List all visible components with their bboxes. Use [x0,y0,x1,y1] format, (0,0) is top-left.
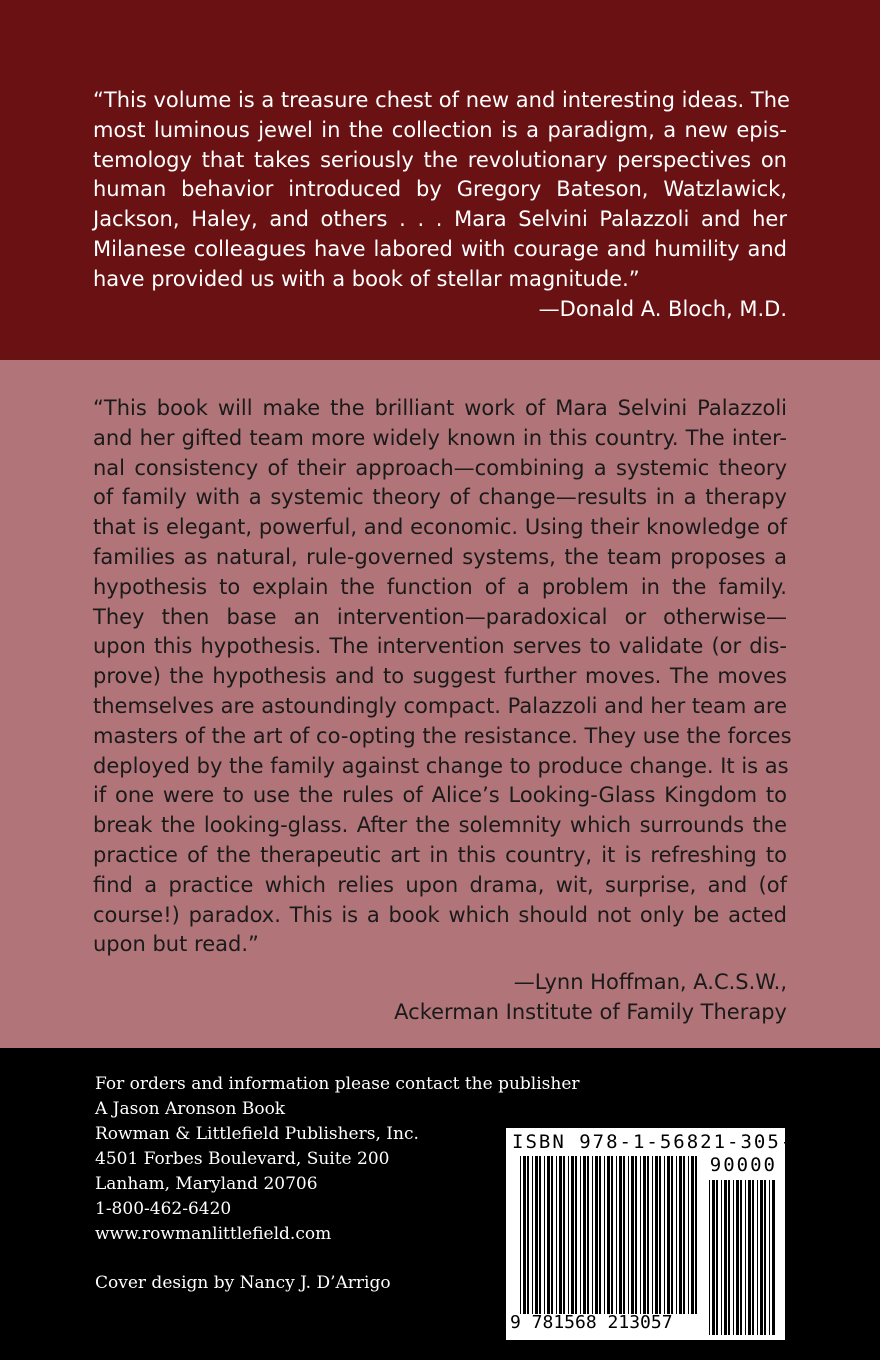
addon-bars [709,1180,777,1335]
barcode-bar [587,1156,589,1314]
quote-line: of family with a systemic theory of change—results in a therapy [93,485,787,510]
barcode-bar [604,1156,605,1314]
barcode-bar [752,1180,754,1335]
barcode-bar [659,1156,661,1314]
barcode-bar [640,1156,641,1314]
barcode-bar [643,1156,646,1314]
bloch-attribution: —Donald A. Bloch, M.D. [538,296,787,321]
publisher-website: www.rowmanlittlefield.com [95,1224,332,1244]
barcode-bar [740,1180,742,1335]
quote-line: find a practice which relies upon drama, wit, surprise, and (of [93,872,787,897]
quote-line: hypothesis to explain the function of a problem in the family. [93,574,787,599]
barcode-bar [748,1180,751,1335]
barcode-bar [595,1156,598,1314]
quote-line: themselves are astoundingly compact. Palazzoli and her team are [93,693,788,718]
quote-line: practice of the therapeutic art in this country, it is refreshing to [93,842,787,867]
publisher-phone: 1-800-462-6420 [95,1199,232,1219]
quote-line: families as natural, rule-governed systems, the team proposes a [93,544,787,569]
barcode-bar [671,1156,673,1314]
barcode-bar [772,1180,775,1335]
barcode-bar [724,1180,727,1335]
quote-line: if one were to use the rules of Alice’s Looking-Glass Kingdom to [93,783,787,808]
barcode-bar [652,1156,653,1314]
barcode-bar [664,1156,665,1314]
quote-line: “This volume is a treasure chest of new and interesting ideas. The [93,88,790,112]
barcode-bar [559,1156,562,1314]
barcode-bar [728,1180,730,1335]
quote-line: deployed by the family against change to produce change. It is as [93,753,789,778]
barcode-bar [683,1156,685,1314]
barcode-bar [631,1156,634,1314]
publisher-contact-line: For orders and information please contact the publisher [95,1074,580,1094]
middle-quote-panel [0,360,880,1048]
barcode-bar [539,1156,541,1314]
barcode-bar [757,1180,758,1335]
barcode-bar [628,1156,629,1314]
barcode-bar [745,1180,746,1335]
quote-line: masters of the art of co-opting the resistance. They use the forces [93,723,792,748]
barcode-bar [535,1156,538,1314]
ean-bars [520,1156,699,1314]
barcode-bar [647,1156,649,1314]
quote-line: break the looking-glass. After the solemnity which surrounds the [93,813,787,838]
quote-line: most luminous jewel in the collection is a paradigm, a new epis- [93,117,787,142]
barcode-bar [712,1180,715,1335]
quote-line: human behavior introduced by Gregory Bateson, Watzlawick, [93,177,787,202]
barcode-bar [616,1156,617,1314]
quote-line: upon this hypothesis. The intervention serves to validate (or dis- [93,634,787,659]
publisher-street: 4501 Forbes Boulevard, Suite 200 [95,1149,390,1169]
barcode-bar [655,1156,658,1314]
barcode-bar [611,1156,613,1314]
barcode-bar [709,1180,710,1335]
barcode-bar [721,1180,722,1335]
barcode-bar [575,1156,577,1314]
barcode-bar [599,1156,601,1314]
isbn-label: ISBN 978-1-56821-305-7 [512,1131,808,1153]
quote-line: course!) paradox. This is a book which should not only be acted [93,902,787,927]
quote-line: nal consistency of their approach—combining a systemic theory [93,455,787,480]
barcode-bar [676,1156,677,1314]
hoffman-attribution-name: —Lynn Hoffman, A.C.S.W., [513,970,787,995]
barcode-bar [716,1180,718,1335]
barcode-bar [769,1180,770,1335]
hoffman-attribution-affiliation: Ackerman Institute of Family Therapy [394,999,787,1024]
quote-line: have provided us with a book of stellar magnitude.” [93,266,640,291]
cover-design-credit: Cover design by Nancy J. D’Arrigo [95,1273,391,1293]
publisher-city: Lanham, Maryland 20706 [95,1174,318,1194]
barcode-bar [527,1156,529,1314]
barcode-bar [544,1156,545,1314]
top-quote-panel [0,0,880,360]
quote-line: “This book will make the brilliant work of Mara Selvini Palazzoli [93,396,787,420]
barcode-bar [571,1156,574,1314]
barcode-bar [520,1156,521,1314]
ean-digits: 9 781568 213057 [510,1312,673,1333]
quote-line: They then base an intervention—paradoxical or otherwise— [93,604,787,629]
barcode-bar [563,1156,565,1314]
quote-line: that is elegant, powerful, and economic. Using their knowledge of [93,515,787,540]
imprint-line: A Jason Aronson Book [95,1099,286,1119]
barcode-bar [736,1180,739,1335]
barcode-bar [580,1156,581,1314]
barcode-bar [691,1156,694,1314]
barcode-bar [568,1156,569,1314]
barcode-bar [532,1156,533,1314]
publisher-name: Rowman & Littlefield Publishers, Inc. [95,1124,419,1144]
barcode-bar [688,1156,689,1314]
barcode-bar [667,1156,670,1314]
barcode-bar [547,1156,550,1314]
price-code: 90000 [709,1154,777,1176]
barcode-bar [556,1156,557,1314]
hoffman-quote [93,394,792,1028]
quote-line: Jackson, Haley, and others . . . Mara Selvini Palazzoli and her [93,207,787,232]
bloch-quote [93,86,790,324]
quote-line: upon but read.” [93,932,259,957]
quote-line: and her gifted team more widely known in this country. The inter- [93,425,787,450]
barcode-bar [583,1156,586,1314]
barcode-bar [523,1156,526,1314]
barcode-bar [733,1180,734,1335]
barcode-bar [760,1180,763,1335]
barcode-bar [607,1156,610,1314]
barcode-bar [551,1156,553,1314]
barcode-bar [635,1156,637,1314]
barcode-bar [695,1156,697,1314]
barcode-bar [592,1156,593,1314]
barcode-bar [623,1156,625,1314]
barcode-bar [679,1156,682,1314]
quote-line: Milanese colleagues have labored with courage and humility and [93,236,787,261]
publisher-panel [0,1048,880,1360]
barcode-bar [764,1180,766,1335]
barcode-bar [619,1156,622,1314]
isbn-barcode [506,1128,808,1340]
quote-line: temology that takes seriously the revolutionary perspectives on [93,147,787,172]
quote-line: prove) the hypothesis and to suggest further moves. The moves [93,664,787,689]
